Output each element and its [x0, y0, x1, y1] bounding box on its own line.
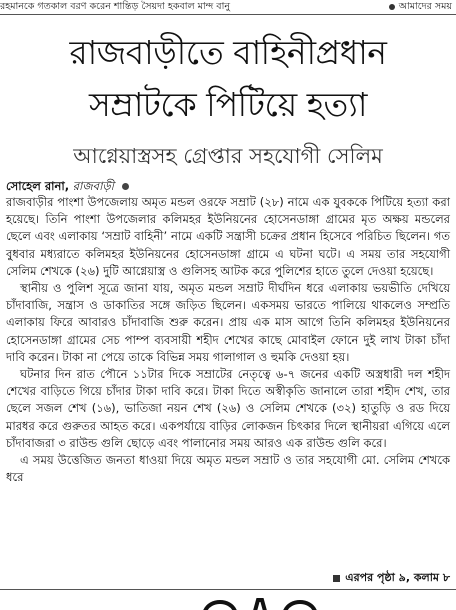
- continuation-text: এরপর পৃষ্ঠা ৯, কলাম ৮: [345, 571, 450, 584]
- article-body: [6, 194, 450, 486]
- divider-rule: [0, 14, 456, 15]
- source-label: আমাদের সময়: [398, 1, 452, 12]
- byline-name: সোহেল রানা,: [6, 179, 70, 193]
- paragraph: স্থানীয় ও পুলিশ সূত্রে জানা যায়, অমৃত মন্ডল সম্রাট দীর্ঘদিন ধরে এলাকায় ভয়ভীতি দেখিয়ে চাঁদাবাজি, সন্ত্রাস ও ডাকাতির সঙ্গে জড়িত ছিলেন। একসময় ভারতে পালিয়ে থাকলেও সম্প্রতি এলাকায় ফিরে আবারও চাঁদাবাজি শুরু করেন। প্রায় এক মাস আগে তিনি কলিমহর ইউনিয়নের হোসেনডাঙ্গা গ্রামের সেচ পাম্প ব্যবসায়ী শহীদ শেখের কাছে মোবাইল ফোনে দুই লাখ টাকা চাঁদা দাবি করেন। টাকা না পেয়ে তাকে বিভিন্ন সময় গালাগাল ও হুমকি দেওয়া হয়।: [6, 281, 451, 364]
- byline-location: রাজবাড়ী: [72, 179, 114, 193]
- headline-line-1: রাজবাড়ীতে বাহিনীপ্রধান: [69, 33, 387, 72]
- subheadline: আগ্নেয়াস্ত্রসহ গ্রেপ্তার সহযোগী সেলিম: [73, 144, 383, 168]
- byline: [6, 178, 129, 194]
- paragraph: ঘটনার দিন রাত পৌনে ১১টার দিকে সম্রাটের নেতৃত্বে ৬-৭ জনের একটি অস্ত্রধারী দল শহীদ শেখের বাড়িতে গিয়ে চাঁদার টাকা দাবি করে। টাকা দিতে অস্বীকৃতি জানালে তারা শহীদ শেখ, তার ছেলে সজল শেখ (১৬), ভাতিজা নয়ন শেখ (২৬) ও সেলিম শেখকে (৩২) হাতুড়ি ও রড দিয়ে মারধর করে গুরুতর আহত করে। একপর্যায়ে বাড়ির লোকজন চিৎকার দিলে স্থানীয়রা এগিয়ে এলে চাঁদাবাজরা ৩ রাউন্ড গুলি ছোড়ে এবং পালানোর সময় আরও এক রাউন্ড গুলি করে।: [6, 367, 450, 450]
- square-bullet-icon: [333, 575, 340, 582]
- top-strip-right: [389, 0, 452, 13]
- paragraph: এ সময় উত্তেজিত জনতা ধাওয়া দিয়ে অমৃত মন্ডল সম্রাট ও তার সহযোগী মো. সেলিম শেখকে ধরে: [6, 453, 450, 485]
- continuation-note: [333, 570, 450, 586]
- top-strip-left-text: রহমানকে গতকাল বরণ করেন শান্তিড় সৈয়দা হকবাল মান্দ বানু: [0, 1, 230, 12]
- top-strip: [0, 0, 456, 13]
- next-headline-fragment-icon: [200, 596, 320, 610]
- bullet-icon: [122, 183, 129, 190]
- paragraph: রাজবাড়ীর পাংশা উপজেলায় অমৃত মন্ডল ওরফে সম্রাট (২৮) নামে এক যুবককে পিটিয়ে হত্যা করা হয়েছে। তিনি পাংশা উপজেলার কলিমহর ইউনিয়নের হোসেনডাঙ্গা গ্রামের মৃত অক্ষয় মন্ডলের ছেলে এবং এলাকায় ‘সম্রাট বাহিনী’ নামে একটি সন্ত্রাসী চক্রের প্রধান হিসেবে পরিচিত ছিলেন। গত বুধবার মধ্যরাতে কলিমহর ইউনিয়নের হোসেনডাঙ্গা গ্রামে এ ঘটনা ঘটে। এ সময় তার সহযোগী সেলিম শেখকে (২৬) দুটি আগ্নেয়াস্ত্র ও গুলিসহ আটক করে পুলিশের হাতে তুলে দেওয়া হয়েছে।: [6, 195, 450, 278]
- bullet-icon: [389, 4, 395, 10]
- headline-line-2: সম্রাটকে পিটিয়ে হত্যা: [89, 85, 367, 124]
- bottom-divider: [0, 589, 456, 590]
